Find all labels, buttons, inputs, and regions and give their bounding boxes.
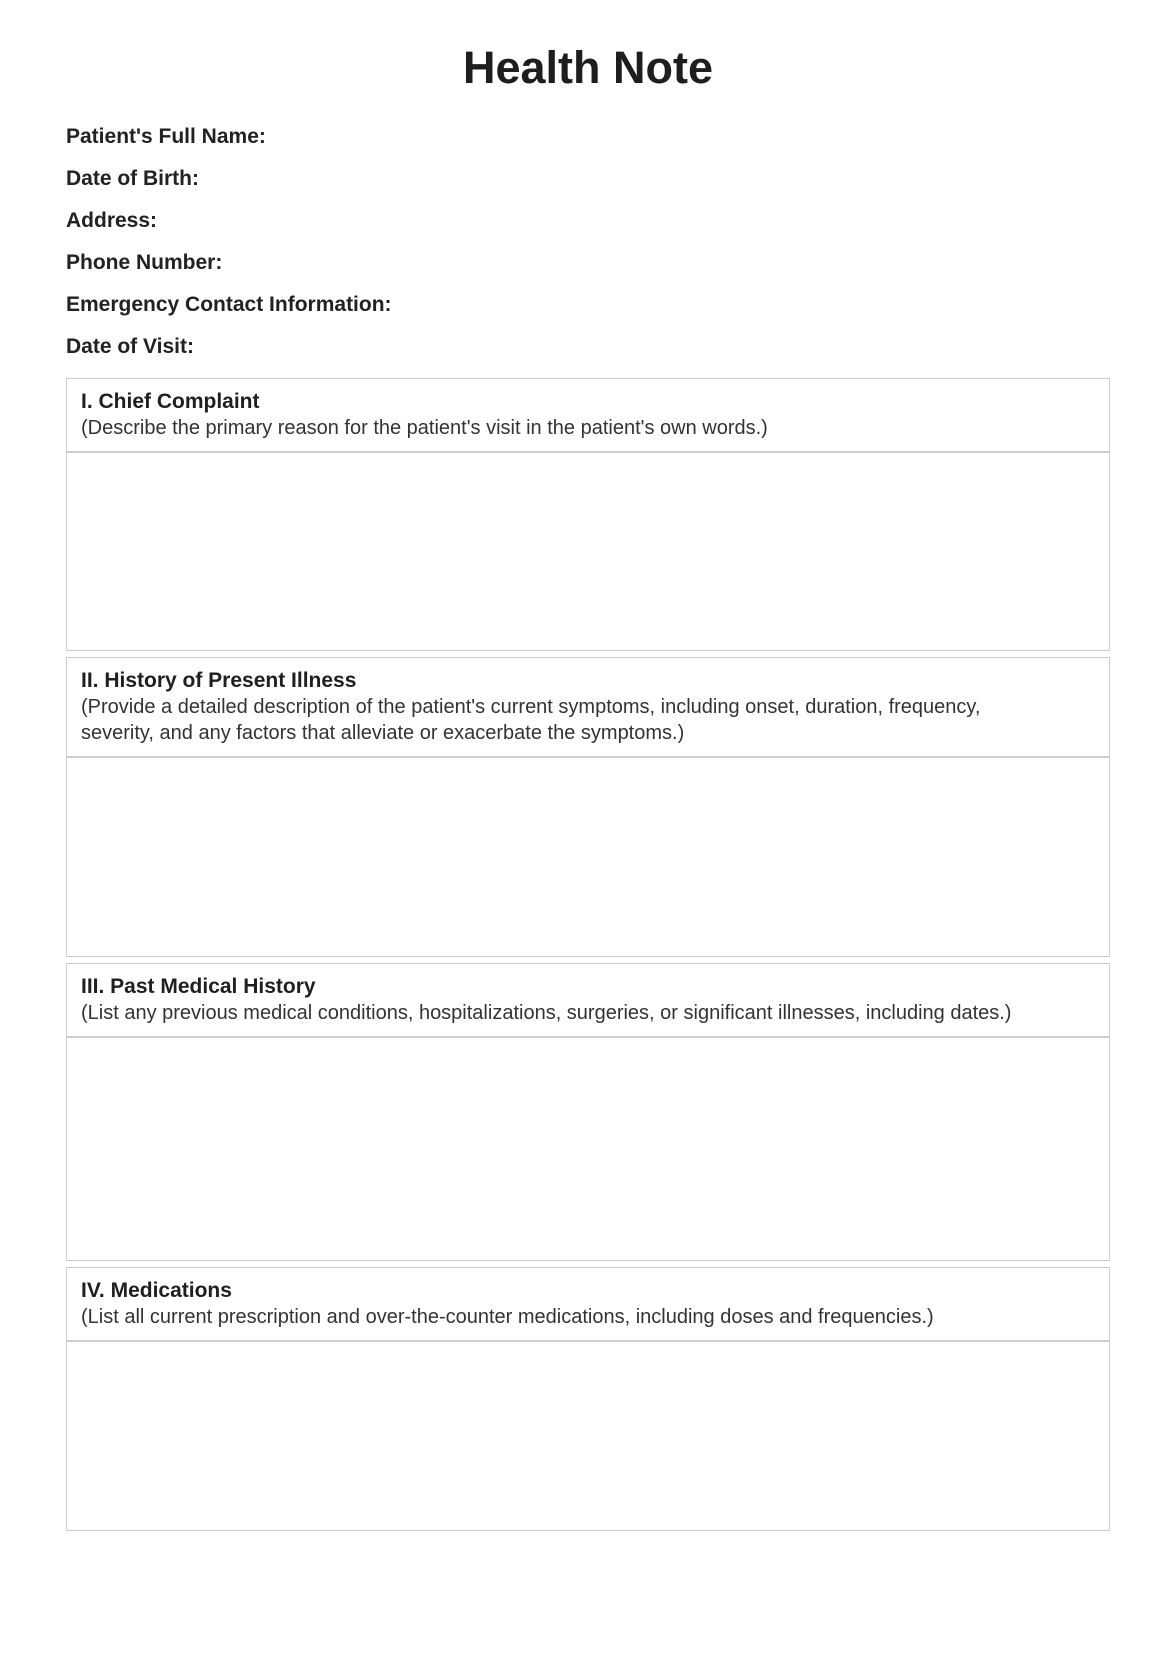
section-description-chief-complaint: (Describe the primary reason for the patient's visit in the patient's own words.)	[81, 417, 768, 439]
field-label-address: Address:	[66, 209, 158, 232]
section-past-medical-history	[66, 963, 1110, 1261]
section-header-history-present-illness	[66, 657, 1110, 757]
field-row-emergency-contact[interactable]	[66, 294, 1110, 316]
section-medications	[66, 1267, 1110, 1531]
page-title: Health Note	[462, 42, 714, 93]
field-label-patients-full-name: Patient's Full Name:	[66, 125, 266, 148]
field-row-address[interactable]	[66, 210, 1110, 232]
field-row-date-of-birth[interactable]	[66, 168, 1110, 190]
document-page	[0, 42, 1176, 1672]
field-label-date-of-birth: Date of Birth:	[66, 167, 199, 190]
section-input-history-present-illness[interactable]	[66, 757, 1110, 957]
section-input-past-medical-history[interactable]	[66, 1037, 1110, 1261]
section-description-medications: (List all current prescription and over-the-counter medications, including doses and frequencies.)	[81, 1306, 934, 1328]
field-row-date-of-visit[interactable]	[66, 336, 1110, 358]
section-description-past-medical-history: (List any previous medical conditions, hospitalizations, surgeries, or significant illnesses, including dates.)	[81, 1002, 1012, 1024]
patient-info	[66, 126, 1110, 358]
section-header-chief-complaint	[66, 378, 1110, 452]
section-input-chief-complaint[interactable]	[66, 452, 1110, 651]
field-label-emergency-contact: Emergency Contact Information:	[66, 293, 392, 316]
field-row-phone-number[interactable]	[66, 252, 1110, 274]
field-row-patients-full-name[interactable]	[66, 126, 1110, 148]
section-description-history-present-illness: (Provide a detailed description of the patient's current symptoms, including onset, duration, frequency, severity, and any factors that alleviate or exacerbate the symptoms.)	[81, 696, 981, 744]
section-title-chief-complaint: I. Chief Complaint	[81, 390, 260, 413]
section-header-past-medical-history	[66, 963, 1110, 1037]
section-title-past-medical-history: III. Past Medical History	[81, 975, 316, 998]
field-label-phone-number: Phone Number:	[66, 251, 223, 274]
section-chief-complaint	[66, 378, 1110, 651]
section-history-present-illness	[66, 657, 1110, 957]
section-header-medications	[66, 1267, 1110, 1341]
section-input-medications[interactable]	[66, 1341, 1110, 1531]
section-title-history-present-illness: II. History of Present Illness	[81, 669, 357, 692]
section-title-medications: IV. Medications	[81, 1279, 232, 1302]
form-sections	[66, 378, 1110, 1531]
field-label-date-of-visit: Date of Visit:	[66, 335, 194, 358]
